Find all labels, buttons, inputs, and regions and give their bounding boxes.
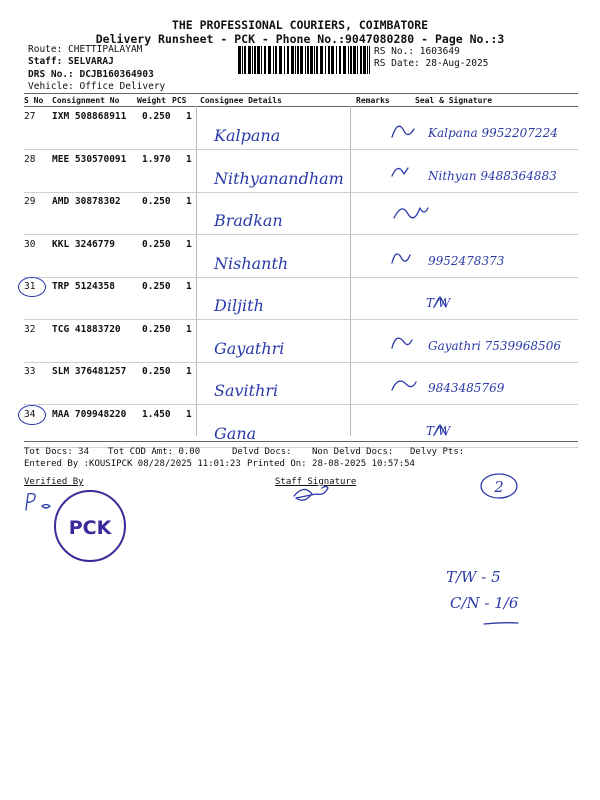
barcode-bar bbox=[331, 46, 334, 74]
table-row bbox=[24, 362, 578, 405]
row-pcs: 1 bbox=[186, 281, 192, 292]
barcode-bar bbox=[316, 46, 318, 74]
consignee-handwriting bbox=[210, 200, 360, 234]
tally-cn: C/N - 1/6 bbox=[450, 594, 519, 612]
staff-label: Staff: SELVARAJ bbox=[28, 56, 114, 67]
consignee-name: Savithri bbox=[214, 381, 279, 400]
signature-stroke bbox=[392, 253, 410, 262]
barcode-bar bbox=[291, 46, 294, 74]
company-name: THE PROFESSIONAL COURIERS, COIMBATORE bbox=[171, 18, 429, 32]
page-circle-number: 2 bbox=[494, 478, 504, 496]
signature-text: T/W bbox=[426, 423, 451, 438]
consignee-name: Nithyanandham bbox=[214, 168, 344, 188]
seal-signature bbox=[386, 241, 576, 275]
barcode-bar bbox=[353, 46, 356, 74]
barcode-bar bbox=[244, 46, 246, 74]
row-sno: 30 bbox=[24, 238, 36, 250]
route-label: Route: CHETTIPALAYAM bbox=[28, 44, 143, 55]
total-docs: Tot Docs: 34 bbox=[24, 447, 90, 457]
barcode-bar bbox=[268, 46, 271, 74]
barcode-bar bbox=[357, 46, 358, 74]
seal-signature bbox=[386, 283, 576, 317]
signature-text: 9843485769 bbox=[428, 381, 505, 395]
consignee-name: Gana bbox=[214, 423, 257, 443]
barcode-bar bbox=[369, 46, 370, 74]
table-row bbox=[24, 107, 578, 150]
page-count-circle bbox=[476, 468, 522, 504]
consignee-name: Kalpana bbox=[214, 126, 281, 145]
row-sno: 32 bbox=[24, 323, 36, 335]
col-sno: S No bbox=[24, 96, 44, 105]
consignee-name: Bradkan bbox=[214, 211, 283, 230]
row-consignment-no: TRP 5124358 bbox=[52, 281, 115, 292]
stamp-text: PCK bbox=[68, 517, 112, 539]
barcode-bar bbox=[297, 46, 299, 74]
row-sno: 27 bbox=[24, 111, 36, 122]
table-top-rule bbox=[24, 93, 578, 94]
row-weight: 0.250 bbox=[142, 238, 171, 250]
barcode-bar bbox=[339, 46, 341, 74]
consignee-name: Gayathri bbox=[214, 338, 285, 358]
row-weight: 0.250 bbox=[142, 196, 171, 207]
consignee-name: Diljith bbox=[214, 296, 264, 315]
row-weight: 0.250 bbox=[142, 366, 171, 377]
barcode-bar bbox=[314, 46, 315, 74]
delivery-points: Delvy Pts: bbox=[410, 447, 465, 457]
seal-signature bbox=[386, 368, 576, 402]
table-bottom-rule bbox=[24, 441, 578, 442]
signature-text: Nithyan 9488364883 bbox=[428, 168, 557, 183]
barcode-bar bbox=[343, 46, 346, 74]
printed-on: Printed On: 28-08-2025 10:57:54 bbox=[247, 459, 415, 469]
row-weight: 1.450 bbox=[142, 408, 171, 420]
barcode-bar bbox=[300, 46, 303, 74]
delivered-docs: Delvd Docs: bbox=[232, 447, 292, 457]
barcode-bar bbox=[360, 46, 362, 74]
tally-tw: T/W - 5 bbox=[446, 568, 501, 586]
col-consignee: Consignee Details bbox=[200, 96, 282, 105]
row-consignment-no: AMD 30878302 bbox=[52, 196, 121, 207]
barcode-bar bbox=[328, 46, 330, 74]
col-remarks: Remarks bbox=[356, 96, 390, 105]
row-number-circle bbox=[18, 405, 46, 425]
barcode-bar bbox=[257, 46, 260, 74]
col-pcs: PCS bbox=[172, 96, 187, 105]
row-sno: 31 bbox=[24, 281, 36, 292]
barcode-bar bbox=[367, 46, 368, 74]
barcode-bar bbox=[325, 46, 326, 74]
barcode-bar bbox=[363, 46, 366, 74]
row-pcs: 1 bbox=[186, 323, 192, 335]
row-number-circle bbox=[18, 277, 46, 297]
consignee-handwriting bbox=[210, 328, 360, 362]
row-consignment-no: SLM 376481257 bbox=[52, 366, 127, 377]
barcode-bar bbox=[252, 46, 253, 74]
signature-stroke bbox=[392, 338, 412, 348]
table-row bbox=[24, 150, 578, 193]
row-pcs: 1 bbox=[186, 366, 192, 377]
signature-text: 9952478373 bbox=[428, 253, 505, 268]
consignee-handwriting bbox=[210, 285, 360, 319]
barcode-bar bbox=[248, 46, 251, 74]
signature-stroke bbox=[392, 126, 414, 137]
row-weight: 1.970 bbox=[142, 153, 171, 165]
row-sno: 34 bbox=[24, 408, 36, 420]
row-consignment-no: MAA 709948220 bbox=[52, 408, 127, 420]
seal-signature bbox=[386, 326, 576, 360]
col-weight: Weight bbox=[137, 96, 166, 105]
barcode-bar bbox=[348, 46, 349, 74]
table-row bbox=[24, 235, 578, 278]
seal-signature bbox=[386, 113, 576, 147]
rs-date: RS Date: 28-Aug-2025 bbox=[374, 58, 489, 69]
signature-stroke bbox=[394, 208, 428, 218]
table-row bbox=[24, 320, 578, 363]
total-cod-amount: Tot COD Amt: 0.00 bbox=[108, 447, 201, 457]
row-weight: 0.250 bbox=[142, 323, 171, 335]
signature-stroke bbox=[392, 381, 416, 390]
row-consignment-no: TCG 41883720 bbox=[52, 323, 121, 335]
row-sno: 33 bbox=[24, 366, 36, 377]
barcode-bar bbox=[242, 46, 243, 74]
consignee-handwriting bbox=[210, 243, 360, 277]
signature-stroke bbox=[392, 168, 408, 176]
seal-signature bbox=[386, 198, 576, 232]
row-weight: 0.250 bbox=[142, 111, 171, 122]
seal-signature bbox=[386, 411, 576, 445]
barcode-bar bbox=[287, 46, 289, 74]
row-consignment-no: IXM 508868911 bbox=[52, 111, 127, 122]
consignee-name: Nishanth bbox=[214, 253, 289, 273]
signature-text: T/W bbox=[426, 296, 451, 310]
barcode-bar bbox=[275, 46, 277, 74]
col-seal-signature: Seal & Signature bbox=[415, 96, 493, 105]
row-sno: 29 bbox=[24, 196, 36, 207]
verified-by-label: Verified By bbox=[24, 477, 84, 487]
barcode-bar bbox=[320, 46, 323, 74]
row-pcs: 1 bbox=[186, 238, 192, 250]
table-row bbox=[24, 277, 578, 320]
row-pcs: 1 bbox=[186, 408, 192, 420]
barcode-bar bbox=[261, 46, 262, 74]
non-delivered-docs: Non Delvd Docs: bbox=[312, 447, 394, 457]
entered-by: Entered By :KOUSIPCK 08/28/2025 11:01:23 bbox=[24, 459, 241, 469]
col-consignment: Consignment No bbox=[52, 96, 120, 105]
row-sno: 28 bbox=[24, 153, 36, 165]
barcode-image bbox=[238, 46, 370, 74]
seal-signature bbox=[386, 156, 576, 190]
row-pcs: 1 bbox=[186, 153, 192, 165]
barcode-bar bbox=[279, 46, 282, 74]
signature-text: Gayathri 7539968506 bbox=[428, 338, 561, 353]
barcode-bar bbox=[295, 46, 296, 74]
barcode-bar bbox=[305, 46, 306, 74]
barcode-bar bbox=[310, 46, 313, 74]
table-row bbox=[24, 192, 578, 235]
row-pcs: 1 bbox=[186, 196, 192, 207]
staff-signature-label: Staff Signature bbox=[275, 477, 357, 487]
barcode-bar bbox=[284, 46, 285, 74]
consignee-handwriting bbox=[210, 158, 360, 192]
signature-text: Kalpana 9952207224 bbox=[428, 126, 558, 140]
row-weight: 0.250 bbox=[142, 281, 171, 292]
barcode-bar bbox=[273, 46, 274, 74]
rs-number: RS No.: 1603649 bbox=[374, 46, 460, 57]
barcode-bar bbox=[336, 46, 337, 74]
vehicle-label: Vehicle: Office Delivery bbox=[28, 81, 166, 92]
barcode-bar bbox=[238, 46, 241, 74]
row-consignment-no: KKL 3246779 bbox=[52, 238, 115, 250]
consignee-handwriting bbox=[210, 115, 360, 149]
staff-signature bbox=[288, 480, 348, 508]
barcode-bar bbox=[264, 46, 266, 74]
barcode-bar bbox=[350, 46, 352, 74]
row-consignment-no: MEE 530570091 bbox=[52, 153, 127, 165]
drs-number: DRS No.: DCJB160364903 bbox=[28, 69, 154, 80]
barcode-bar bbox=[254, 46, 256, 74]
consignee-handwriting bbox=[210, 370, 360, 404]
handwritten-tally bbox=[440, 562, 550, 632]
row-pcs: 1 bbox=[186, 111, 192, 122]
runsheet-title: Delivery Runsheet - PCK - Phone No.:9047080280 - Page No.:3 bbox=[95, 32, 505, 46]
barcode-bar bbox=[307, 46, 309, 74]
pck-seal-stamp bbox=[52, 488, 128, 564]
